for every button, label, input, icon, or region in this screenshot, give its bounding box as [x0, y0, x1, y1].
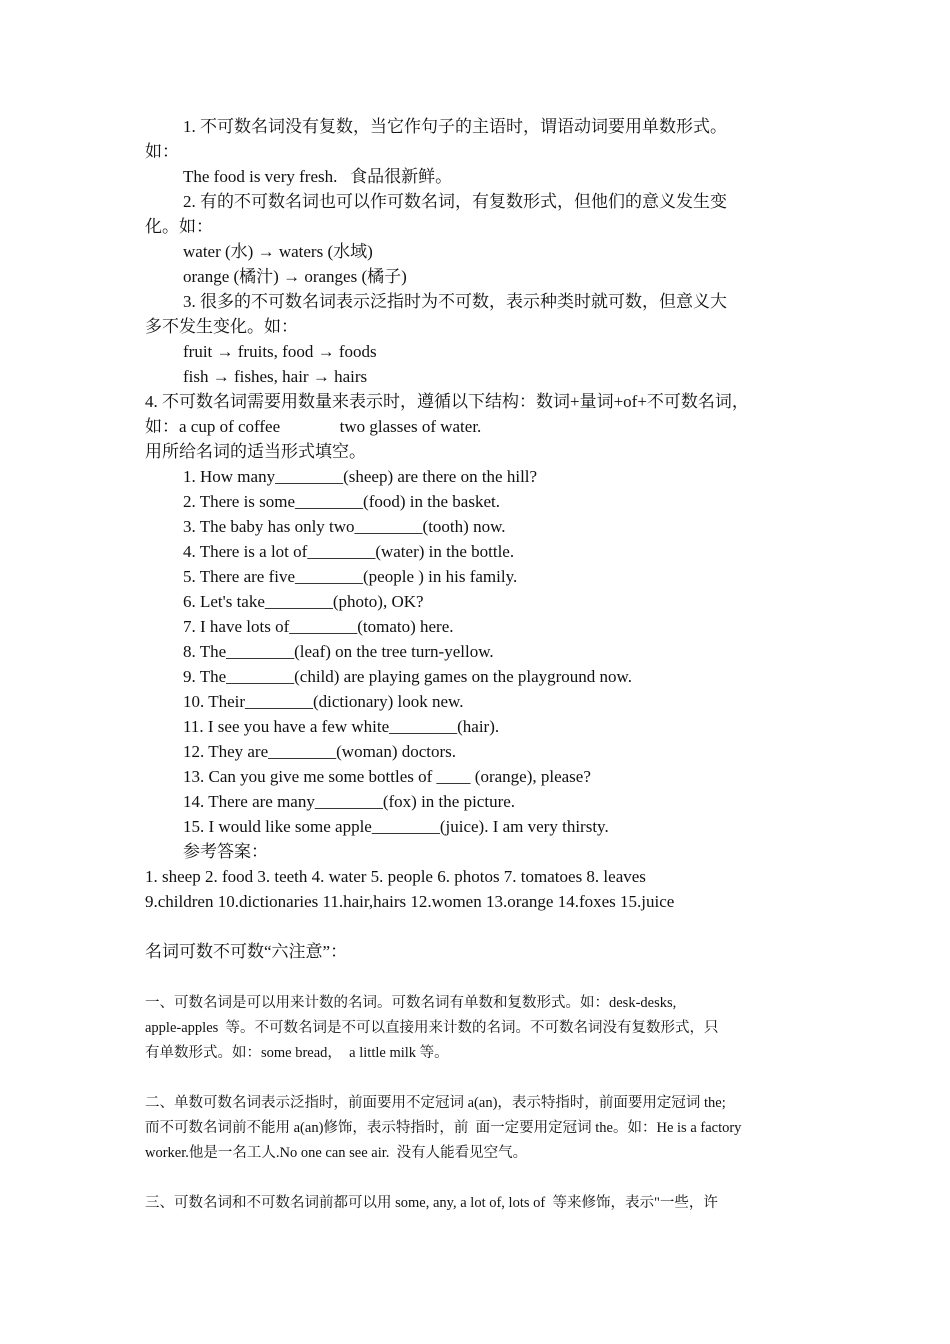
rule-3-example-1: fruit → fruits, food → foods: [183, 342, 377, 361]
exercise-item: 9. The________(child) are playing games on the playground now.: [183, 667, 632, 686]
exercise-item: 7. I have lots of________(tomato) here.: [183, 617, 454, 636]
note-2-line-3: worker.他是一名工人.No one can see air. 没有人能看见空气。: [145, 1145, 528, 1161]
rule-1-line-2: 如：: [145, 142, 179, 161]
note-3-line-1: 三、可数名词和不可数名词前都可以用 some, any, a lot of, lots of 等来修饰，表示"一些，许: [145, 1195, 718, 1211]
rule-1-example: The food is very fresh. 食品很新鲜。: [183, 167, 453, 186]
answers-line-1: 1. sheep 2. food 3. teeth 4. water 5. people 6. photos 7. tomatoes 8. leaves: [145, 867, 646, 886]
rule-1-line-1: 1. 不可数名词没有复数，当它作句子的主语时，谓语动词要用单数形式。: [183, 117, 727, 136]
exercise-item: 2. There is some________(food) in the basket.: [183, 492, 500, 511]
exercise-item: 4. There is a lot of________(water) in the bottle.: [183, 542, 515, 561]
rule-2-example-1: water (水) → waters (水域): [183, 242, 373, 261]
rule-2-line-2: 化。如：: [145, 217, 213, 236]
exercise-item: 11. I see you have a few white________(hair).: [183, 717, 500, 736]
exercise-item: 6. Let's take________(photo), OK?: [183, 592, 424, 611]
note-2-line-2: 而不可数名词前不能用 a(an)修饰，表示特指时，前 面一定要用定冠词 the。如：He is a factory: [145, 1120, 742, 1136]
exercise-item: 13. Can you give me some bottles of ____ (orange), please?: [183, 767, 591, 786]
exercise-item: 15. I would like some apple________(juice). I am very thirsty.: [183, 817, 609, 836]
exercise-item: 8. The________(leaf) on the tree turn-yellow.: [183, 642, 494, 661]
answers-line-2: 9.children 10.dictionaries 11.hair,hairs 12.women 13.orange 14.foxes 15.juice: [145, 892, 675, 911]
rule-2-example-2: orange (橘汁) → oranges (橘子): [183, 267, 407, 286]
note-2-line-1: 二、单数可数名词表示泛指时，前面要用不定冠词 a(an)，表示特指时，前面要用定冠词 the;: [145, 1095, 726, 1111]
exercise-item: 1. How many________(sheep) are there on the hill?: [183, 467, 538, 486]
note-1-line-2: apple-apples 等。不可数名词是不可以直接用来计数的名词。不可数名词没有复数形式，只: [145, 1020, 719, 1036]
rule-4-line-2: 如：a cup of coffee two glasses of water.: [145, 417, 482, 436]
exercise-item: 5. There are five________(people ) in his family.: [183, 567, 518, 586]
exercise-item: 14. There are many________(fox) in the picture.: [183, 792, 516, 811]
rule-3-line-1: 3. 很多的不可数名词表示泛指时为不可数，表示种类时就可数，但意义大: [183, 292, 727, 311]
rule-4-line-1: 4. 不可数名词需要用数量来表示时，遵循以下结构：数词+量词+of+不可数名词，: [145, 392, 749, 411]
note-1-line-3: 有单数形式。如：some bread， a little milk 等。: [145, 1045, 449, 1061]
rule-2-line-1: 2. 有的不可数名词也可以作可数名词，有复数形式，但他们的意义发生变: [183, 192, 727, 211]
note-1-line-1: 一、可数名词是可以用来计数的名词。可数名词有单数和复数形式。如：desk-desks,: [145, 995, 677, 1011]
exercise-item: 3. The baby has only two________(tooth) now.: [183, 517, 506, 536]
exercise-item: 12. They are________(woman) doctors.: [183, 742, 457, 761]
exercise-instruction: 用所给名词的适当形式填空。: [145, 442, 366, 461]
notes-heading: 名词可数不可数“六注意”：: [145, 942, 348, 961]
rule-3-line-2: 多不发生变化。如：: [145, 317, 298, 336]
rule-3-example-2: fish → fishes, hair → hairs: [183, 367, 368, 386]
answer-heading: 参考答案：: [183, 842, 268, 861]
exercise-item: 10. Their________(dictionary) look new.: [183, 692, 464, 711]
